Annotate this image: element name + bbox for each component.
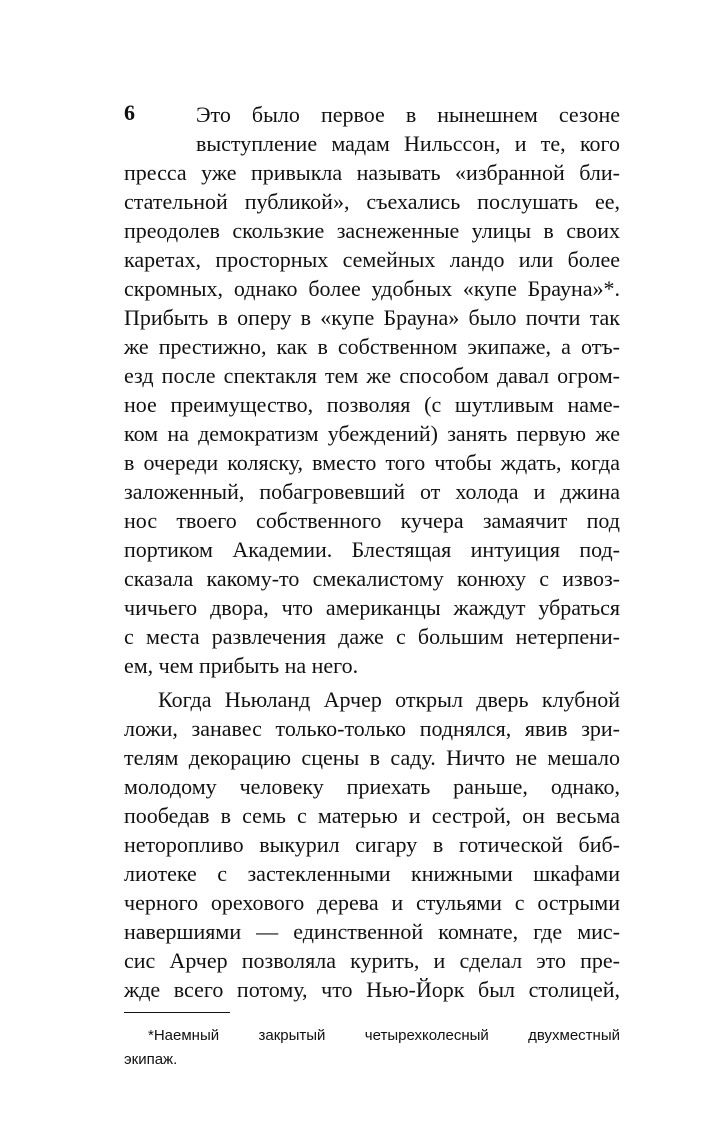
text-line: нос твоего собственного кучера замаячит под	[124, 508, 620, 533]
text-line: пресса уже привыкла называть «избранной бли-	[124, 160, 620, 185]
text-line: заложенный, побагровевший от холода и джина	[124, 479, 620, 504]
text-line: ное преимущество, позволяя (с шутливым наме-	[124, 392, 620, 417]
text-line: каретах, просторных семейных ландо или более	[124, 247, 620, 272]
footnote-line: *Наемный закрытый четырехколесный двухместный	[148, 1027, 620, 1044]
text-line: неторопливо выкурил сигару в готической биб-	[124, 832, 620, 857]
text-line: преодолев скользкие заснеженные улицы в своих	[124, 218, 620, 243]
text-line: сис Арчер позволяла курить, и сделал это пре-	[124, 948, 620, 973]
text-line: лиотеке с застекленными книжными шкафами	[124, 861, 620, 886]
text-line: Это было первое в нынешнем сезоне	[196, 102, 620, 127]
text-line: стательной публикой», съехались послушать ее,	[124, 189, 620, 214]
text-line: Прибыть в оперу в «купе Брауна» было почти так	[124, 305, 620, 330]
text-line: ложи, занавес только-только поднялся, явив зри-	[124, 716, 620, 741]
text-line: чичьего двора, что американцы жаждут убраться	[124, 595, 620, 620]
text-line: Когда Ньюланд Арчер открыл дверь клубной	[158, 687, 620, 712]
text-line: черного орехового дерева и стульями с острыми	[124, 890, 620, 915]
text-line: езд после спектакля тем же способом давал огром-	[124, 363, 620, 388]
text-line: сказала какому-то смекалистому конюху с извоз-	[124, 566, 620, 591]
text-line: в очереди коляску, вместо того чтобы ждать, когда	[124, 450, 620, 475]
text-line: ком на демократизм убеждений) занять первую же	[124, 421, 620, 446]
text-line: скромных, однако более удобных «купе Брауна»*.	[124, 276, 620, 301]
page-number: 6	[124, 100, 135, 125]
text-line: навершиями — единственной комнате, где мис-	[124, 919, 620, 944]
text-line: жде всего потому, что Нью-Йорк был столицей,	[124, 977, 620, 1002]
text-line: портиком Академии. Блестящая интуиция под-	[124, 537, 620, 562]
text-line: выступление мадам Нильссон, и те, кого	[196, 131, 620, 156]
footnote-divider	[124, 1012, 230, 1013]
text-line: пообедав в семь с матерью и сестрой, он весьма	[124, 803, 620, 828]
text-line: молодому человеку приехать раньше, однако,	[124, 774, 620, 799]
footnote-line: экипаж.	[124, 1051, 178, 1068]
text-line: ем, чем прибыть на него.	[124, 653, 359, 678]
text-line: телям декорацию сцены в саду. Ничто не мешало	[124, 745, 620, 770]
text-line: с места развлечения даже с большим нетерпени-	[124, 624, 620, 649]
text-line: же престижно, как в собственном экипаже, а отъ-	[124, 334, 620, 359]
